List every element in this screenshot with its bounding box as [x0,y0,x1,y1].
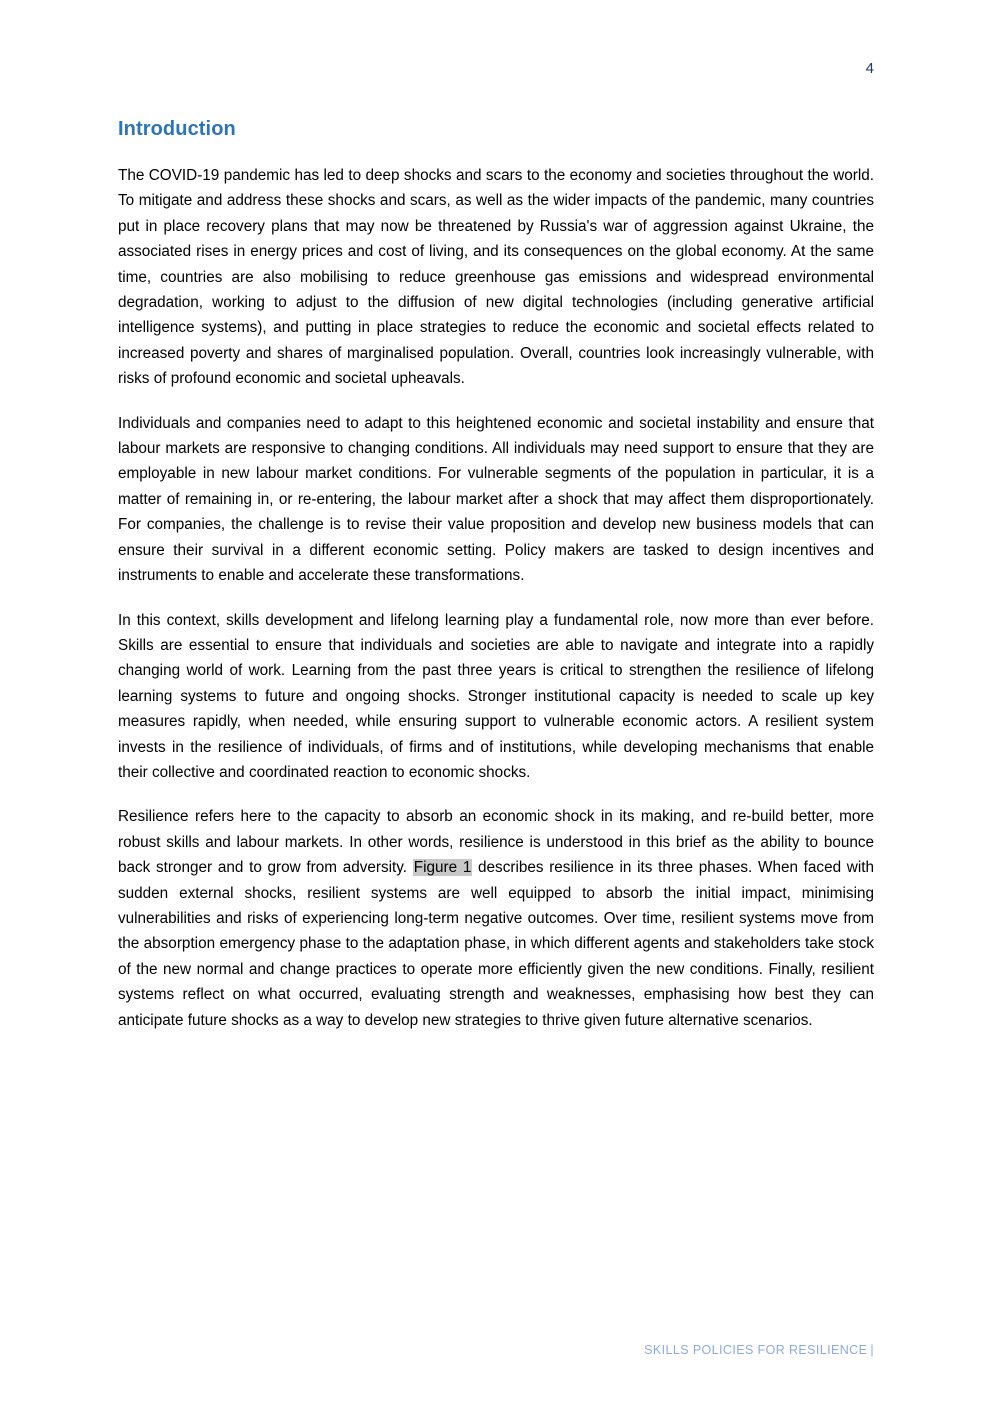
footer-divider: | [870,1343,874,1357]
paragraph-4 [118,804,874,1033]
page-title: Introduction [118,118,236,140]
paragraph-4-after: describes resilience in its three phases. When faced with sudden external shocks, resilient systems are well equipped to absorb the initial impact, minimising vulnerabilities and risks of experiencing long-term negative outcomes. Over time, resilient systems move from the absorption emergency phase to the adaptation phase, in which different agents and stakeholders take stock of the new normal and change practices to operate more efficiently given the new conditions. Finally, resilient systems reflect on what occurred, evaluating strength and weaknesses, emphasising how best they can anticipate future shocks as a way to develop new strategies to thrive given future alternative scenarios. [118,859,875,1029]
paragraph-1: The COVID-19 pandemic has led to deep shocks and scars to the economy and societies throughout the world. To mitigate and address these shocks and scars, as well as the wider impacts of the pandemic, many countries put in place recovery plans that may now be threatened by Russia's war of aggression against Ukraine, the associated rises in energy prices and cost of living, and its consequences on the global economy. At the same time, countries are also mobilising to reduce greenhouse gas emissions and widespread environmental degradation, working to adjust to the diffusion of new digital technologies (including generative artificial intelligence systems), and putting in place strategies to reduce the economic and societal effects related to increased poverty and shares of marginalised population. Overall, countries look increasingly vulnerable, with risks of profound economic and societal upheavals. [118,167,874,388]
page-content [118,118,874,1033]
figure-1-reference[interactable]: Figure 1 [413,859,472,877]
paragraph-2: Individuals and companies need to adapt to this heightened economic and societal instability and ensure that labour markets are responsive to changing conditions. All individuals may need support to ensure that they are employable in new labour market conditions. For vulnerable segments of the population in particular, it is a matter of remaining in, or re-entering, the labour market after a shock that may affect them disproportionately. For companies, the challenge is to revise their value proposition and develop new business models that can ensure their survival in a different economic setting. Policy makers are tasked to design incentives and instruments to enable and accelerate these transformations. [118,414,874,585]
page-number: 4 [865,60,874,77]
paragraph-4-before: Resilience refers here to the capacity to absorb an economic shock in its making, and re-build better, more robust skills and labour markets. In other words, resilience is understood in this brief as the ability to bounce back stronger and to grow from adversity. [118,808,874,877]
paragraph-3: In this context, skills development and lifelong learning play a fundamental role, now more than ever before. Skills are essential to ensure that individuals and societies are able to navigate and integrate into a rapidly changing world of work. Learning from the past three years is critical to strengthen the resilience of lifelong learning systems to future and ongoing shocks. Stronger institutional capacity is needed to scale up key measures rapidly, when needed, while ensuring support to vulnerable economic actors. A resilient system invests in the resilience of individuals, of firms and of institutions, while developing mechanisms that enable their collective and coordinated reaction to economic shocks. [118,611,874,781]
footer-label: SKILLS POLICIES FOR RESILIENCE [644,1343,868,1357]
page-footer [644,1343,874,1357]
